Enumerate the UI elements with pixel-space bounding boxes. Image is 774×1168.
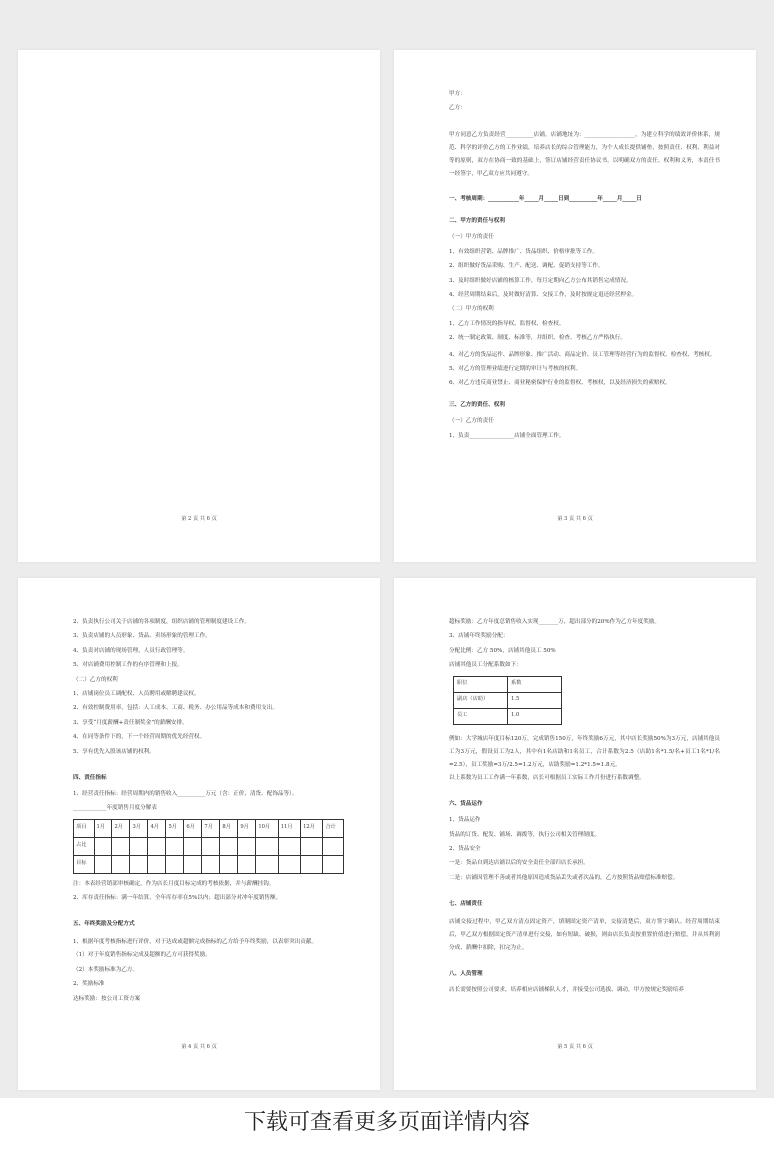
- table-cell: 员工: [454, 708, 508, 724]
- list-item: 1、根据年度考核指标进行评价，对于达成或超额完成指标的乙方给予年终奖励，以表彰突出贡献。: [73, 939, 318, 946]
- list-item: 5、对店铺费用控制工作的有序管理和上报。: [73, 662, 183, 669]
- list-item: （2）本奖励标准为乙方。: [73, 966, 139, 973]
- page-footer: 第 3 页 共 6 页: [557, 516, 593, 522]
- section-heading: 五、年终奖励及分配方式: [73, 921, 135, 928]
- table-row: [454, 708, 562, 724]
- page-footer: 第 2 页 共 6 页: [181, 516, 217, 522]
- section-heading: 四、责任指标: [73, 774, 107, 781]
- list-item: 5、对乙方的管理业绩进行定期的审计与考核的权利。: [449, 365, 582, 372]
- document-page-2: [18, 50, 380, 562]
- table-header-cell: 11月: [278, 819, 300, 837]
- table-header-cell: 2月: [112, 819, 130, 837]
- table-header-cell: 系数: [508, 676, 562, 692]
- list-item: 3、享受“月度薪酬+责任制奖金”的薪酬安排。: [73, 719, 188, 726]
- list-item: 1、乙方工作情况的指导权、监督权、检查权。: [449, 320, 565, 327]
- subsection-heading: （一）乙方的责任: [449, 418, 494, 425]
- party-a-line: 甲方：: [449, 91, 466, 97]
- table-header-cell: 10月: [256, 819, 278, 837]
- list-item: 3、负责店铺的人员形象、货品、卖场形象的管理工作。: [73, 633, 211, 640]
- list-item: 4、对乙方的货品运作、品牌形象、推广活动、商品定价、员工管理等经营行为的监督权、检查权、考核权。: [449, 351, 716, 358]
- list-item: 店铺其他员工分配系数如下：: [449, 662, 522, 669]
- subsection-heading: （二）乙方的权利: [73, 676, 118, 683]
- list-item: 2、奖励标准: [73, 981, 105, 988]
- table-cell: 副店（店助）: [454, 692, 508, 708]
- list-item: 1、店铺岗位员工调配权、人员聘用或解聘建议权。: [73, 691, 200, 698]
- list-item: 达标奖励：按公司工资方案: [73, 995, 141, 1002]
- list-item: 3、及时组织做好店铺的核算工作，每月定期向乙方公布其销售完成情况。: [449, 277, 632, 284]
- table-row: [74, 837, 344, 855]
- list-item: 4、在同等条件下的，下一个经营周期的优先经营权。: [73, 734, 206, 741]
- table-header-cell: 4月: [148, 819, 166, 837]
- list-item: 1、货品运作: [449, 817, 481, 824]
- list-item: 2、统一制定政策、制度、标准等，并组织、检查、考核乙方严格执行。: [449, 335, 626, 342]
- list-item: 2、货品安全: [449, 846, 481, 853]
- list-item: 以上系数为员工工作满一年系数，店长可根据员工实际工作月份进行系数调整。: [449, 775, 645, 782]
- list-item: 二是：店铺因管理不善或者其他原因造成货品丢失或者次品的，乙方按照货品赔偿标准赔偿。: [449, 874, 679, 881]
- table-header-cell: 职位: [454, 676, 508, 692]
- list-item: 4、负责对店铺的现场管理，人员行政管理等。: [73, 647, 189, 654]
- table-header-row: [74, 819, 344, 837]
- document-page-5: [394, 578, 756, 1090]
- list-item: 超标奖励：乙方年度总销售收入实现_______万，超出部分的20%作为乙方年度奖励。: [449, 619, 661, 625]
- table-header-row: [454, 676, 562, 692]
- list-item: 货品的订货、配发、铺场、调拨等，执行公司相关管理制度。: [449, 831, 601, 838]
- table-header-cell: 6月: [184, 819, 202, 837]
- table-row: [74, 855, 344, 873]
- list-item: 2、负责执行公司关于店铺的各项制度，组织店铺的管理制度建设工作。: [73, 619, 250, 625]
- table-header-cell: 合计: [323, 819, 344, 837]
- list-item: 3、店铺年终奖励分配：: [449, 633, 509, 640]
- table-note: 注：本表经营销部审核确定，作为店长月度目标完成的考核依据，并与薪酬挂钩。: [73, 880, 275, 887]
- example-paragraph: 例如：大学城店年度目标120万，完成销售150万，年终奖励6万元，其中店长奖励50%为3万元，店铺其他员工为3万元，假设员工为2人，其中有1名店助和1名员工，合计系数为2.5（店助1名*1.5/名+员工1名*1/名=2.5），员工奖励=3万/2.5=1.2万元，店助奖励=1.2*1.5=1.8元。: [449, 735, 720, 768]
- section-heading: 七、店铺责任: [449, 901, 483, 907]
- document-page-3: [394, 50, 756, 562]
- table-row-label: 占比: [74, 837, 95, 855]
- list-item: 店长需要按照公司要求，培养相应店铺梯队人才，并接受公司选拔、调动，甲方按规定奖励培养: [449, 986, 684, 993]
- table-cell: 1.0: [508, 708, 562, 724]
- table-row-label: 目标: [74, 855, 95, 873]
- table-header-cell: 12月: [301, 819, 323, 837]
- ratio-table: [453, 676, 562, 725]
- list-item: 4、经营周期结束后，及时做好清算、交接工作，及时按规定退还经营押金。: [449, 291, 638, 298]
- list-item: 1、经营责任指标：经营周期内的销售收入__________万元（含：正价、清货、配饰品等）。: [73, 790, 298, 797]
- table-header-cell: 8月: [220, 819, 238, 837]
- list-item: 2、库存责任指标：满一年结算，全年库存率在5%以内；超出部分对冲年度销售额。: [73, 895, 282, 902]
- list-item: 6、对乙方违反商业禁止、商业秘密保护行业的监督权、考核权，以及经济损失的索赔权。: [449, 380, 671, 387]
- section-heading: 二、甲方的责任与权利: [449, 218, 505, 225]
- table-header-cell: 9月: [238, 819, 256, 837]
- document-page-4: [18, 578, 380, 1090]
- table-header-cell: 3月: [130, 819, 148, 837]
- section-heading: 六、货品运作: [449, 801, 483, 808]
- subsection-heading: （二）甲方的权利: [449, 306, 494, 313]
- page-footer: 第 4 页 共 6 页: [181, 1044, 217, 1050]
- table-header-cell: 1月: [94, 819, 112, 837]
- list-item: 2、有效控制费用率，包括：人工成本、工商、税务、办公用品等成本和费用支出。: [73, 705, 278, 712]
- store-responsibility-paragraph: 店铺交接过程中，甲乙双方清点固定资产，填制固定资产清单，交接清楚后，双方签字确认。经营周期结束后，甲乙双方根据固定资产清单进行交接，如有短缺、破损，则由店长负责按重置价值进行赔偿，并从其利润分成、薪酬中扣除，扣完为止。: [449, 919, 720, 952]
- list-item: 1、有效组织营销、品牌推广、货品组织、价格审批等工作。: [449, 248, 598, 255]
- list-item: （1）对于年度销售指标完成及超额的乙方可获得奖励。: [73, 952, 211, 959]
- section-heading: 一、考核周期：___________年_____月_____日到__________年_____月_____日: [449, 196, 642, 203]
- table-cell: 1.5: [508, 692, 562, 708]
- party-b-line: 乙方：: [449, 105, 466, 112]
- monthly-sales-table: [73, 819, 344, 874]
- table-header-cell: 5月: [166, 819, 184, 837]
- section-heading: 八、人员管理: [449, 970, 483, 977]
- list-item: 5、享有优先入股该店铺的权利。: [73, 748, 155, 755]
- table-header-cell: 7月: [202, 819, 220, 837]
- subsection-heading: （一）甲方的责任: [449, 234, 494, 241]
- list-item: 2、组织做好货品采购、生产、配送、调配、促销支持等工作。: [449, 263, 604, 270]
- table-row: [454, 692, 562, 708]
- intro-paragraph: 甲方同意乙方负责经营__________店铺，店铺地址为：__________________，为建立科学的绩效评价体系，规范、科学的评价乙方的工作业绩，培养店长的综合管理能力，为个人成长提供铺垫，按照责任、权利、利益对等的原则，双方在协商一致的基础上，签订店铺经营责任协议书，以明确双方的责任、权利和义务，本责任书一经签字，甲乙双方应共同遵守。: [449, 131, 720, 177]
- list-item: 1、负责________________店铺全面管理工作。: [449, 432, 565, 439]
- section-heading: 三、乙方的责任、权利: [449, 402, 505, 409]
- table-caption: ____________年度销售月度分解表: [73, 805, 157, 812]
- page-footer: 第 5 页 共 6 页: [557, 1044, 593, 1050]
- list-item: 一是：货品自到达店铺以后的安全责任全部归店长承担。: [449, 860, 589, 867]
- list-item: 分配比例：乙方 50%，店铺其他员工 50%: [449, 647, 556, 654]
- download-caption[interactable]: 下载可查看更多页面详情内容: [0, 1098, 774, 1168]
- table-header-cell: 项目: [74, 819, 95, 837]
